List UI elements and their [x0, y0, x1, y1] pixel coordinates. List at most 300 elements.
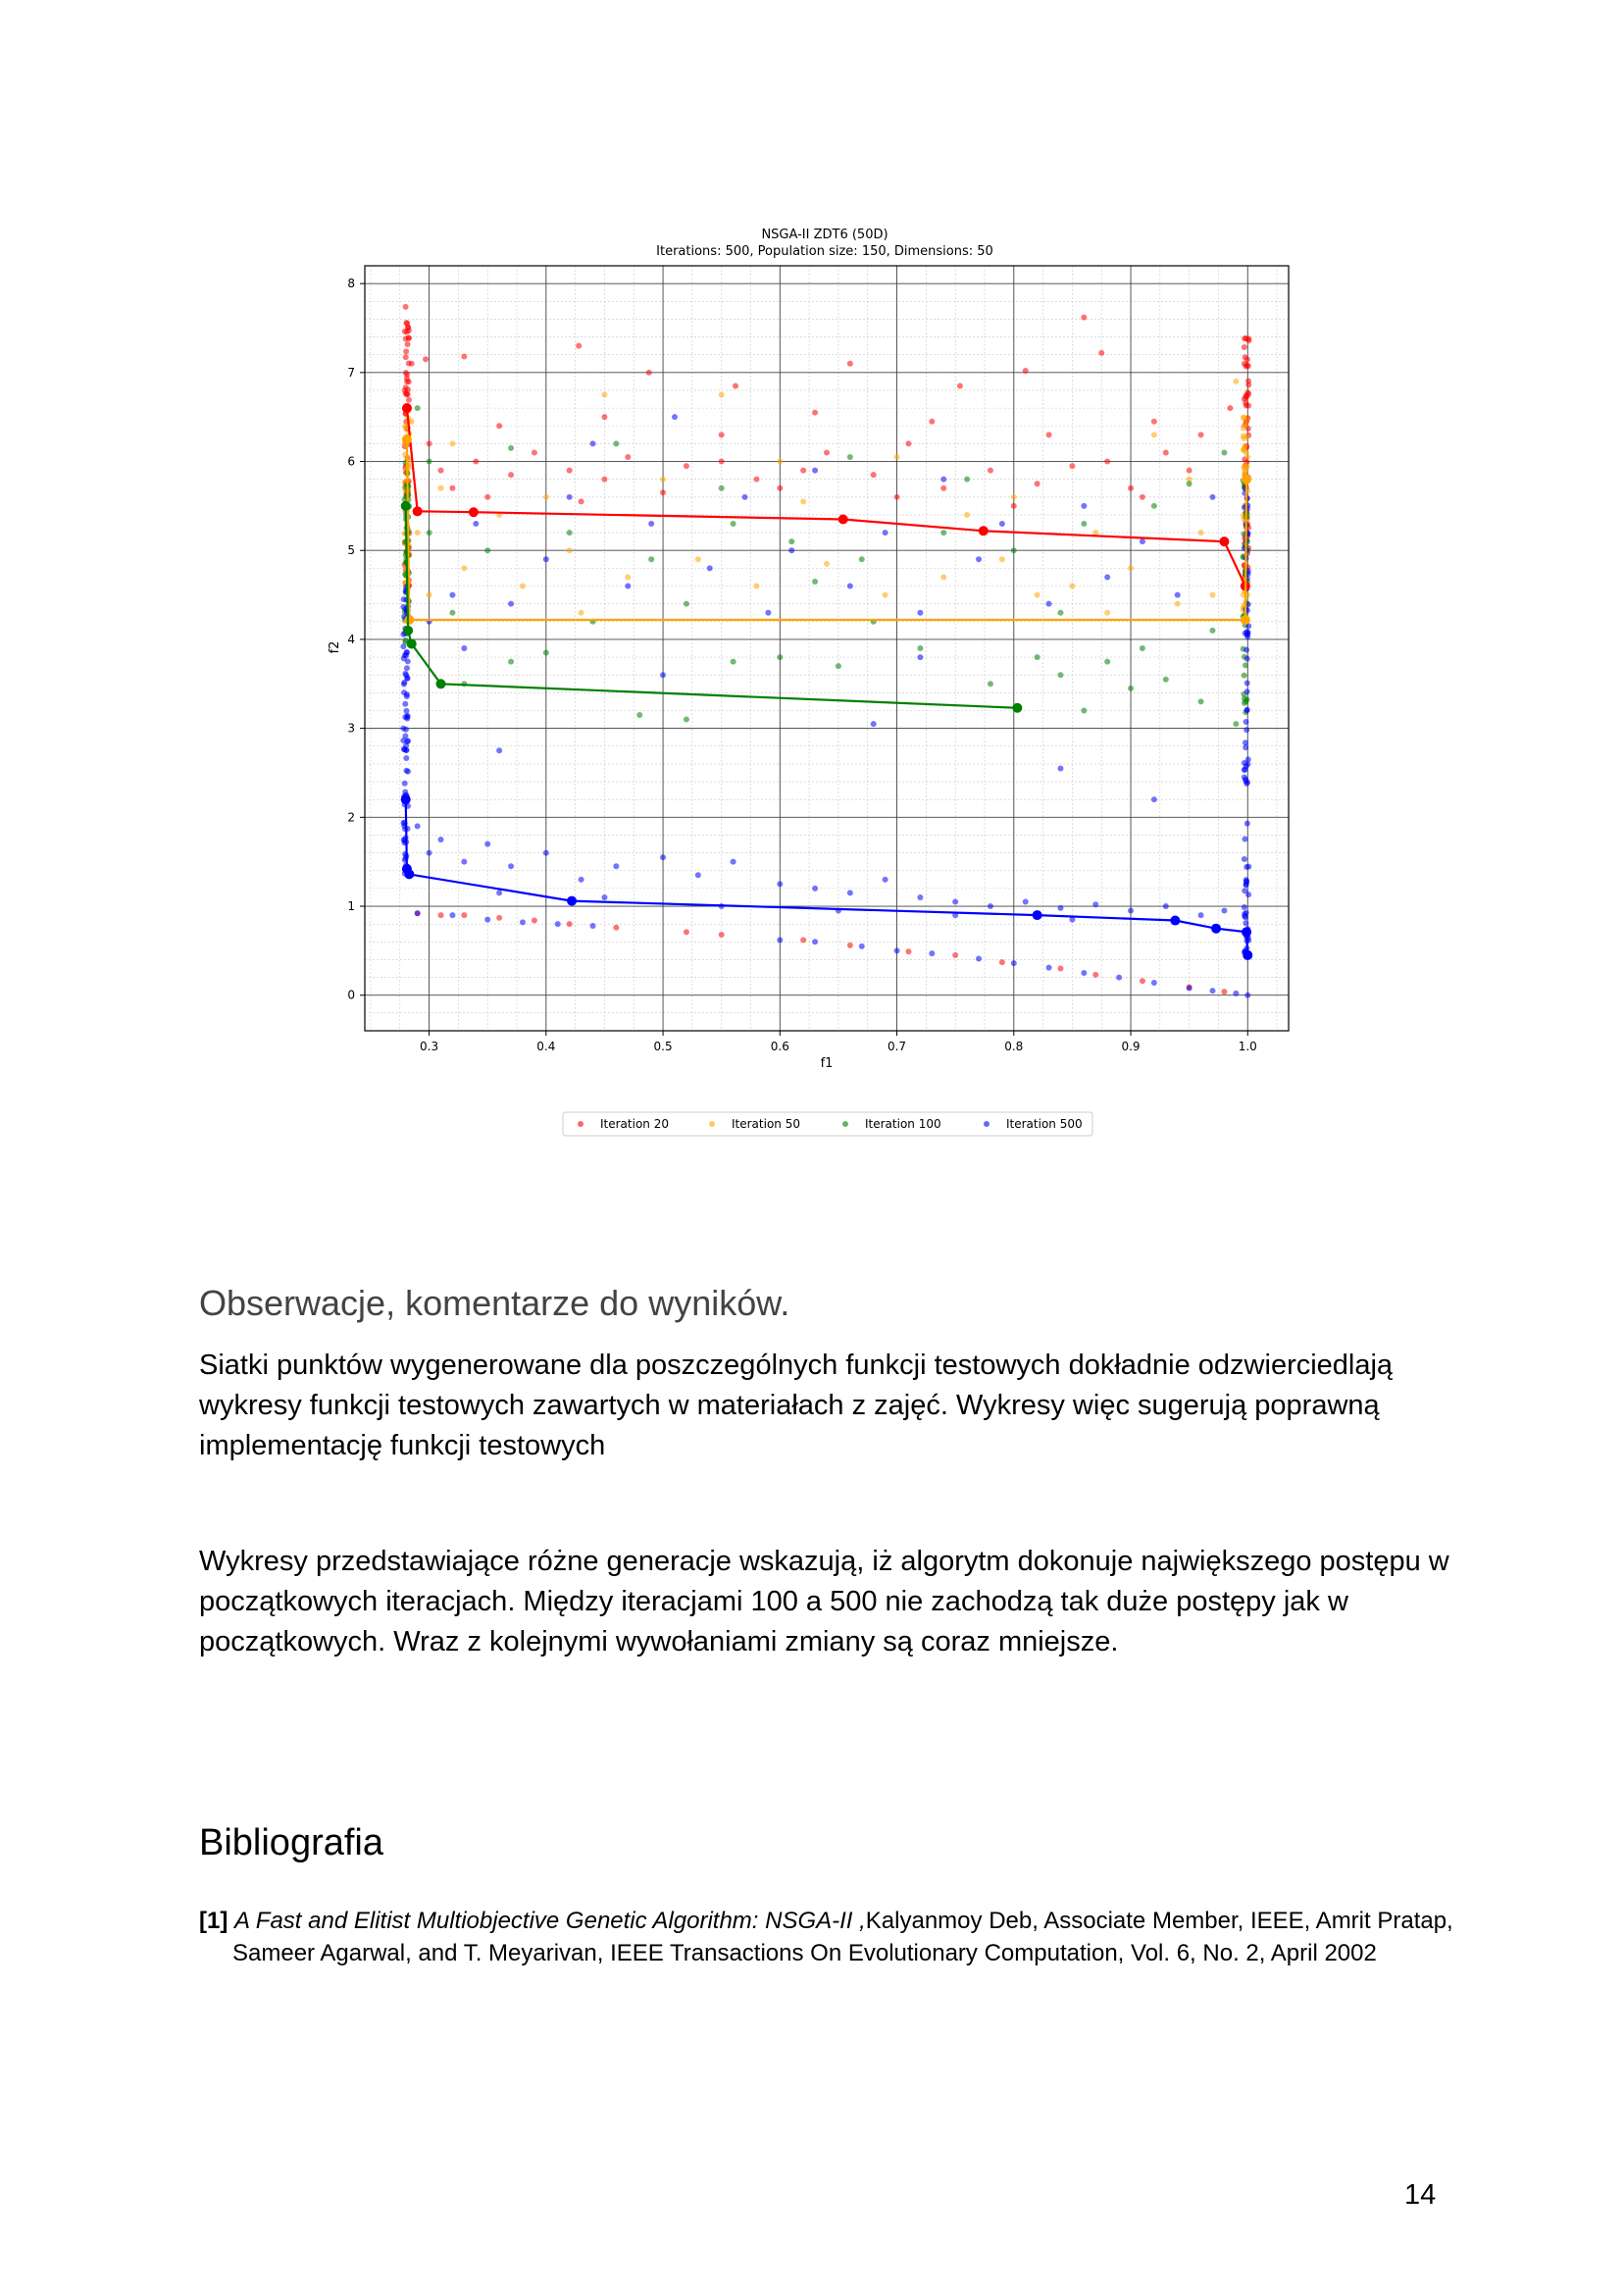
front-point — [567, 896, 577, 906]
scatter-point — [719, 392, 725, 398]
scatter-point — [401, 746, 407, 752]
scatter-point — [719, 932, 725, 938]
scatter-point — [613, 863, 619, 869]
observations-heading: Obserwacje, komentarze do wyników. — [199, 1283, 790, 1323]
front-iteration-500 — [401, 794, 1253, 960]
scatter-point — [1243, 362, 1249, 368]
scatter-point — [1243, 662, 1248, 668]
chart-legend — [563, 1112, 1092, 1136]
scatter-point — [567, 468, 573, 474]
front-point — [407, 638, 417, 648]
scatter-point — [423, 356, 429, 362]
scatter-point — [1244, 707, 1250, 713]
scatter-point — [940, 530, 946, 535]
scatter-point — [1244, 656, 1250, 662]
scatter-point — [402, 781, 408, 787]
scatter-point — [520, 584, 526, 589]
scatter-point — [1243, 647, 1249, 653]
front-point — [979, 526, 989, 535]
scatter-point — [403, 672, 409, 678]
scatter-point — [894, 494, 900, 500]
scatter-point — [543, 650, 549, 656]
scatter-point — [1057, 905, 1063, 911]
scatter-point — [461, 645, 467, 651]
x-tick-label: 0.9 — [1121, 1040, 1141, 1053]
front-point — [838, 514, 848, 524]
scatter-point — [1104, 459, 1110, 465]
scatter-point — [917, 654, 923, 660]
x-tick-label: 0.7 — [887, 1040, 907, 1053]
observations-paragraph-1: Siatki punktów wygenerowane dla poszczególnych funkcji testowych dokładnie odzwierciedlają wykresy funkcji testowych zawartych w materiałach z zajęć. Wykresy więc sugerują poprawną implementację funkcji testowych — [199, 1350, 1394, 1461]
scatter-point — [590, 923, 596, 929]
scatter-point — [695, 872, 701, 878]
x-tick-label: 1.0 — [1238, 1040, 1257, 1053]
scatter-point — [601, 414, 607, 420]
scatter-point — [415, 530, 421, 535]
scatter-point — [883, 877, 888, 883]
scatter-point — [964, 512, 970, 518]
scatter-point — [731, 859, 736, 865]
scatter-point — [1035, 654, 1040, 660]
scatter-point — [1233, 991, 1239, 996]
scatter-point — [403, 320, 409, 326]
observations-paragraph-2: Wykresy przedstawiające różne generacje wskazują, iż algorytm dokonuje największego postępu w początkowych iteracjach. Między iteracjami 100 a 500 nie zachodzą tak duże postępy jak w początkowych. Wraz z kolejnymi wywołaniami zmiany są coraz mniejsze. — [199, 1546, 1449, 1657]
scatter-point — [1242, 673, 1247, 679]
scatter-point — [438, 485, 444, 491]
y-tick-label: 2 — [347, 810, 355, 825]
scatter-point — [496, 423, 502, 429]
scatter-point — [449, 610, 455, 616]
scatter-point — [1151, 980, 1157, 986]
scatter-point — [1128, 485, 1134, 491]
scatter-point — [508, 445, 514, 451]
front-point — [1170, 916, 1180, 926]
plot-frame — [365, 266, 1289, 1031]
scatter-point — [403, 304, 409, 310]
scatter-point — [449, 592, 455, 598]
scatter-point — [613, 440, 619, 446]
front-point — [1241, 615, 1250, 625]
scatter-point — [648, 556, 654, 562]
scatter-point — [777, 459, 783, 465]
scatter-point — [1046, 965, 1052, 971]
scatter-point — [753, 477, 759, 483]
scatter-point — [684, 463, 689, 469]
scatter-point — [520, 919, 526, 925]
legend-marker — [709, 1121, 715, 1127]
y-tick-label: 1 — [347, 899, 355, 914]
scatter-point — [567, 921, 573, 927]
scatter-point — [403, 755, 409, 761]
scatter-point — [999, 959, 1005, 965]
scatter-point — [402, 424, 408, 430]
scatter-point — [579, 877, 584, 883]
bibliography-heading: Bibliografia — [199, 1822, 383, 1863]
scatter-point — [1242, 837, 1247, 842]
scatter-point — [648, 521, 654, 527]
scatter-point — [800, 498, 806, 504]
front-point — [469, 507, 479, 517]
scatter-point — [847, 361, 853, 367]
scatter-point — [999, 521, 1005, 527]
scatter-point — [405, 386, 411, 392]
front-point — [436, 679, 446, 688]
scatter-point — [1245, 382, 1251, 387]
scatter-point — [1151, 796, 1157, 802]
legend-label: Iteration 20 — [600, 1117, 669, 1131]
scatter-point — [1245, 756, 1251, 762]
scatter-point — [1035, 481, 1040, 486]
scatter-point — [1245, 403, 1251, 409]
scatter-point — [1081, 707, 1087, 713]
front-point — [1242, 475, 1251, 484]
scatter-point — [1057, 672, 1063, 678]
scatter-point — [1243, 767, 1248, 773]
scatter-point — [777, 937, 783, 943]
scatter-point — [646, 370, 652, 376]
front-point — [1219, 536, 1229, 546]
scatter-point — [484, 917, 490, 923]
scatter-point — [1243, 879, 1249, 885]
scatter-point — [707, 565, 713, 571]
scatter-point — [1242, 904, 1247, 910]
scatter-point — [1175, 592, 1181, 598]
scatter-point — [742, 494, 748, 500]
x-tick-label: 0.4 — [536, 1040, 556, 1053]
series-iteration-50 — [402, 379, 1250, 625]
scatter-point — [449, 912, 455, 918]
scatter-point — [1081, 503, 1087, 509]
scatter-point — [403, 348, 409, 354]
legend-marker — [578, 1121, 584, 1127]
scatter-point — [719, 485, 725, 491]
scatter-point — [917, 645, 923, 651]
series-iteration-500 — [400, 414, 1251, 998]
scatter-point — [957, 382, 963, 388]
scatter-point — [403, 370, 409, 376]
scatter-point — [836, 663, 841, 669]
scatter-point — [883, 592, 888, 598]
scatter-point — [1244, 356, 1250, 362]
scatter-point — [1140, 494, 1145, 500]
scatter-point — [1244, 688, 1250, 694]
scatter-point — [1187, 468, 1193, 474]
scatter-point — [684, 717, 689, 723]
scatter-point — [777, 485, 783, 491]
scatter-point — [731, 521, 736, 527]
scatter-point — [1163, 449, 1169, 455]
scatter-point — [1242, 856, 1247, 862]
scatter-point — [1057, 765, 1063, 771]
scatter-point — [1163, 677, 1169, 683]
front-line — [406, 506, 1018, 708]
legend-label: Iteration 500 — [1006, 1117, 1083, 1131]
front-point — [1242, 927, 1251, 937]
scatter-point — [929, 419, 935, 425]
scatter-point — [567, 530, 573, 535]
scatter-point — [461, 859, 467, 865]
scatter-point — [788, 547, 794, 553]
scatter-point — [601, 392, 607, 398]
scatter-point — [532, 918, 537, 924]
scatter-point — [415, 405, 421, 411]
scatter-point — [1092, 901, 1098, 907]
scatter-point — [427, 530, 432, 535]
scatter-point — [1175, 601, 1181, 607]
scatter-point — [402, 733, 408, 739]
front-point — [413, 506, 423, 516]
scatter-point — [601, 894, 607, 900]
scatter-point — [988, 681, 993, 687]
scatter-point — [543, 556, 549, 562]
scatter-point — [847, 890, 853, 895]
scatter-point — [1243, 781, 1249, 787]
scatter-point — [405, 769, 411, 775]
y-tick-label: 7 — [347, 365, 355, 380]
scatter-point — [1128, 908, 1134, 914]
scatter-point — [859, 556, 865, 562]
scatter-point — [409, 361, 415, 367]
scatter-point — [438, 837, 444, 842]
scatter-point — [1151, 503, 1157, 509]
x-tick-label: 0.3 — [420, 1040, 439, 1053]
scatter-point — [508, 472, 514, 478]
scatter-point — [1081, 970, 1087, 976]
y-tick-label: 0 — [347, 988, 355, 1002]
scatter-point — [1243, 467, 1248, 473]
scatter-point — [625, 454, 631, 460]
scatter-point — [1104, 610, 1110, 616]
legend-label: Iteration 100 — [865, 1117, 941, 1131]
front-point — [1033, 910, 1042, 920]
scatter-point — [940, 485, 946, 491]
reference-title: A Fast and Elitist Multiobjective Genetic Algorithm: NSGA-II , — [234, 1908, 866, 1934]
scatter-point — [1081, 315, 1087, 321]
scatter-point — [508, 659, 514, 665]
scatter-point — [660, 854, 666, 860]
scatter-point — [484, 494, 490, 500]
scatter-point — [401, 681, 407, 687]
scatter-point — [1209, 494, 1215, 500]
scatter-point — [1242, 775, 1247, 781]
scatter-point — [1233, 721, 1239, 727]
scatter-point — [1023, 898, 1029, 904]
scatter-point — [940, 477, 946, 483]
scatter-point — [1209, 592, 1215, 598]
scatter-point — [812, 939, 818, 944]
bibliography-reference — [199, 1905, 1478, 1969]
front-point — [402, 403, 412, 413]
scatter-point — [905, 440, 911, 446]
scatter-point — [1243, 739, 1248, 745]
scatter-point — [871, 472, 877, 478]
chart-subtitle: Iterations: 500, Population size: 150, Dimensions: 50 — [656, 244, 993, 259]
scatter-point — [660, 672, 666, 678]
scatter-point — [484, 547, 490, 553]
scatter-point — [800, 937, 806, 943]
scatter-point — [496, 890, 502, 895]
scatter-point — [812, 410, 818, 416]
scatter-point — [1092, 972, 1098, 978]
scatter-point — [672, 414, 678, 420]
scatter-point — [894, 454, 900, 460]
legend-marker — [842, 1121, 848, 1127]
scatter-point — [576, 343, 582, 349]
scatter-point — [403, 336, 409, 342]
scatter-point — [449, 440, 455, 446]
scatter-point — [1104, 574, 1110, 580]
scatter-point — [1046, 432, 1052, 437]
scatter-point — [1011, 503, 1017, 509]
scatter-point — [1233, 379, 1239, 384]
scatter-point — [684, 929, 689, 935]
scatter-point — [438, 912, 444, 918]
scatter-point — [1209, 628, 1215, 634]
scatter-point — [579, 610, 584, 616]
scatter-point — [964, 477, 970, 483]
scatter-point — [695, 556, 701, 562]
scatter-point — [403, 652, 409, 658]
front-point — [1211, 924, 1221, 934]
scatter-point — [824, 449, 830, 455]
x-axis-label: f1 — [820, 1056, 834, 1071]
scatter-point — [719, 432, 725, 437]
scatter-point — [1069, 584, 1075, 589]
scatter-point — [555, 921, 561, 927]
scatter-point — [1221, 989, 1227, 994]
scatter-point — [461, 354, 467, 360]
scatter-point — [1244, 454, 1250, 460]
scatter-point — [404, 665, 410, 671]
scatter-point — [1244, 821, 1250, 827]
scatter-point — [1098, 350, 1104, 356]
scatter-point — [940, 574, 946, 580]
scatter-point — [405, 658, 411, 664]
scatter-point — [415, 823, 421, 829]
scatter-point — [917, 894, 923, 900]
scatter-point — [461, 565, 467, 571]
scatter-point — [484, 841, 490, 847]
front-point — [1243, 950, 1252, 960]
scatter-point — [1151, 419, 1157, 425]
scatter-point — [1046, 601, 1052, 607]
scatter-point — [449, 485, 455, 491]
scatter-point — [1243, 920, 1248, 926]
scatter-point — [1187, 481, 1193, 486]
scatter-point — [1198, 912, 1204, 918]
scatter-point — [929, 950, 935, 956]
series-iteration-20 — [402, 304, 1252, 994]
scatter-point — [1243, 727, 1249, 733]
reference-details: Kalyanmoy Deb, Associate Member, IEEE, Amrit Pratap, Sameer Agarwal, and T. Meyarivan, IEEE Transactions On Evolutionary Computation, Vol. 6, No. 2, April 2002 — [232, 1908, 1453, 1966]
scatter-point — [812, 579, 818, 585]
scatter-point — [473, 521, 479, 527]
scatter-point — [406, 397, 412, 403]
scatter-point — [1243, 719, 1249, 725]
scatter-point — [1198, 530, 1204, 535]
scatter-point — [1104, 659, 1110, 665]
scatter-point — [400, 643, 406, 649]
scatter-point — [731, 659, 736, 665]
reference-number: [1] — [199, 1908, 228, 1934]
scatter-point — [543, 494, 549, 500]
scatter-point — [812, 886, 818, 892]
scatter-point — [636, 712, 642, 718]
scatter-point — [847, 943, 853, 948]
front-point — [401, 794, 411, 804]
scatter-point — [1057, 610, 1063, 616]
scatter-point — [988, 903, 993, 909]
scatter-point — [405, 341, 411, 347]
front-point — [402, 434, 412, 444]
front-point — [401, 501, 411, 511]
scatter-point — [579, 498, 584, 504]
scatter-point — [753, 584, 759, 589]
scatter-point — [812, 468, 818, 474]
scatter-point — [1023, 368, 1029, 374]
scatter-point — [403, 708, 409, 714]
scatter-point — [1245, 892, 1251, 897]
scatter-point — [532, 449, 537, 455]
scatter-point — [733, 382, 738, 388]
scatter-point — [719, 459, 725, 465]
scatter-point — [894, 947, 900, 953]
scatter-point — [1244, 632, 1250, 637]
scatter-point — [1140, 978, 1145, 984]
scatter-point — [567, 494, 573, 500]
page-number: 14 — [1404, 2179, 1437, 2211]
scatter-point — [917, 610, 923, 616]
scatter-point — [400, 726, 406, 732]
x-tick-label: 0.5 — [653, 1040, 673, 1053]
scatter-point — [952, 898, 958, 904]
scatter-point — [415, 910, 421, 916]
scatter-point — [1151, 432, 1157, 437]
scatter-point — [847, 454, 853, 460]
scatter-point — [1221, 908, 1227, 914]
scatter-point — [777, 881, 783, 887]
scatter-point — [1198, 698, 1204, 704]
front-iteration-50 — [402, 434, 1251, 625]
scatter-point — [402, 701, 408, 707]
scatter-point — [859, 943, 865, 949]
scatter-point — [1011, 494, 1017, 500]
y-tick-label: 4 — [347, 632, 355, 646]
scatter-point — [427, 592, 432, 598]
front-point — [404, 615, 414, 625]
scatter-point — [1198, 432, 1204, 437]
scatter-point — [496, 915, 502, 921]
scatter-point — [1242, 415, 1247, 421]
y-tick-label: 3 — [347, 721, 355, 736]
scatter-point — [404, 693, 410, 699]
scatter-point — [625, 574, 631, 580]
scatter-point — [788, 538, 794, 544]
scatter-point — [952, 952, 958, 958]
scatter-point — [461, 912, 467, 918]
chart-title: NSGA-II ZDT6 (50D) — [761, 228, 888, 242]
scatter-point — [824, 561, 830, 567]
scatter-point — [765, 610, 771, 616]
scatter-point — [427, 440, 432, 446]
scatter-point — [590, 440, 596, 446]
scatter-point — [660, 477, 666, 483]
scatter-point — [508, 863, 514, 869]
scatter-point — [1081, 521, 1087, 527]
x-tick-label: 0.8 — [1004, 1040, 1024, 1053]
scatter-point — [1069, 463, 1075, 469]
scatter-point — [1011, 547, 1017, 553]
